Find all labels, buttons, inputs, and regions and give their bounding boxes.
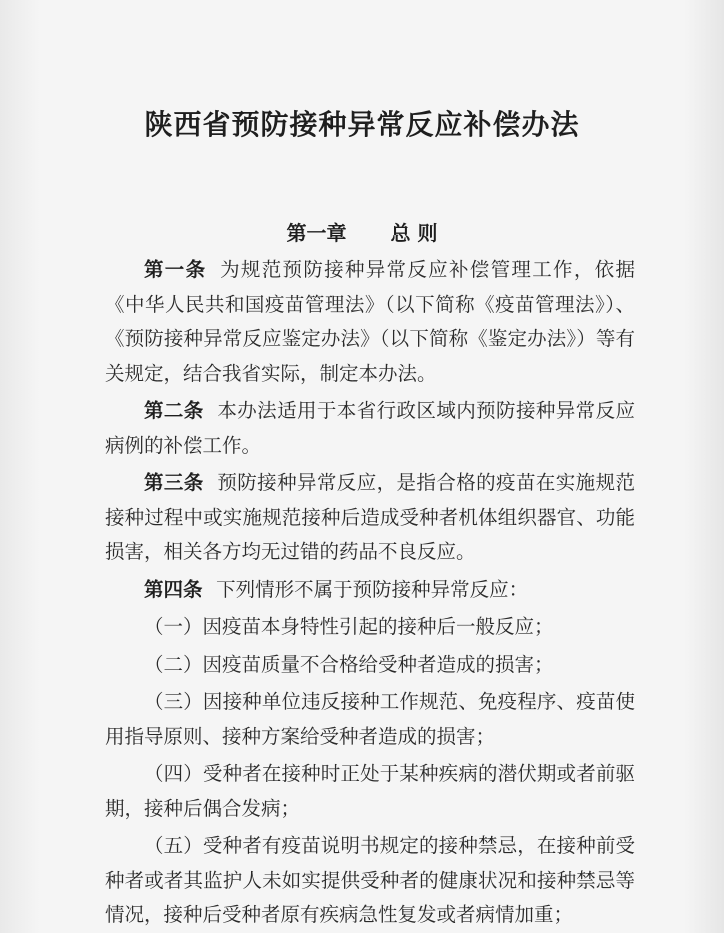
article-label: 第二条 — [144, 399, 204, 422]
article-4 — [105, 573, 635, 608]
article-2 — [105, 394, 635, 463]
article-3 — [105, 466, 635, 570]
article-label: 第一条 — [144, 258, 207, 281]
list-item: （二）因疫苗质量不合格给受种者造成的损害； — [144, 652, 554, 676]
article-text: 预防接种异常反应，是指合格的疫苗在实施规范接种过程中或实施规范接种后造成受种者机体组织器官、功能损害，相关各方均无过错的药品不良反应。 — [105, 471, 635, 563]
document-title: 陕西省预防接种异常反应补偿办法 — [144, 108, 580, 141]
list-item: （五）受种者有疫苗说明书规定的接种禁忌，在接种前受种者或者其监护人未如实提供受种者的健康状况和接种禁忌等情况，接种后受种者原有疾病急性复发或者病情加重； — [105, 834, 635, 926]
article-label: 第四条 — [144, 577, 203, 601]
article-1 — [105, 253, 635, 391]
document-body — [105, 253, 635, 933]
article-text: 本办法适用于本省行政区域内预防接种异常反应病例的补偿工作。 — [105, 399, 635, 457]
chapter-heading — [0, 217, 724, 246]
article-text: 下列情形不属于预防接种异常反应： — [216, 577, 529, 601]
chapter-name: 总 则 — [390, 221, 438, 245]
chapter-number: 第一章 — [286, 221, 347, 245]
list-item: （三）因接种单位违反接种工作规范、免疫程序、疫苗使用指导原则、接种方案给受种者造成的损害； — [105, 690, 635, 748]
list-item: （一）因疫苗本身特性引起的接种后一般反应； — [144, 615, 554, 638]
article-text: 为规范预防接种异常反应补偿管理工作，依据《中华人民共和国疫苗管理法》（以下简称《疫苗管理法》）、《预防接种异常反应鉴定办法》（以下简称《鉴定办法》）等有关规定，结合我省实际，制定本办法。 — [105, 258, 635, 385]
list-item: （四）受种者在接种时正处于某种疾病的潜伏期或者前驱期，接种后偶合发病； — [105, 762, 635, 820]
article-label: 第三条 — [144, 471, 204, 494]
